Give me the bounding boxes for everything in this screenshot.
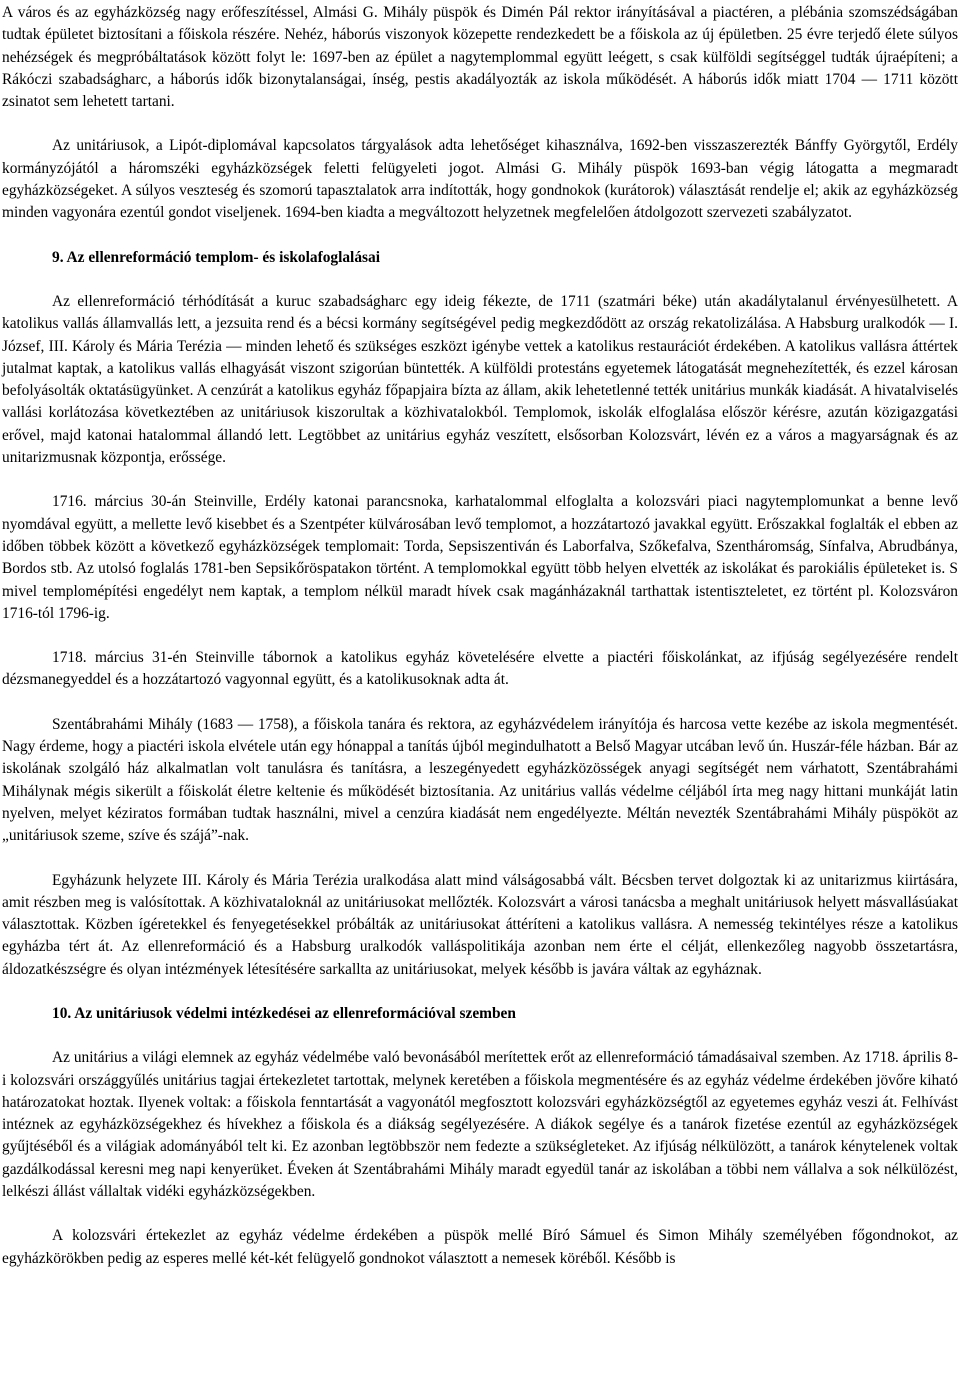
section-heading-10: 10. Az unitáriusok védelmi intézkedései az ellenreformációval szemben [52,1004,516,1022]
paragraph-5: 1718. március 31-én Steinville tábornok a katolikus egyház követelésére elvette a piactéri főiskolánkat, az ifjúság segélyezésére rendelt dézsmanegyeddel és a hozzátartozó vagyonnal együtt, és a katolikusoknak adta át. [2,649,958,689]
paragraph-gap [2,269,958,291]
paragraph-9: A kolozsvári értekezlet az egyház védelme érdekében a püspök mellé Bíró Sámuel és Simon Mihály személyében főgondnokot, az egyházkörökben pedig az esperes mellé két-két felügyelő gondnokot választott a nemesek köréből. Később is [2,1227,958,1267]
paragraph-2: Az unitáriusok, a Lipót-diplomával kapcsolatos tárgyalások adta lehetőséget kihasználva, 1692-ben visszaszerezték Bánffy Györgytől, Erdély kormányzójától a háromszéki egyházközségek feletti felügyeleti jogot. Almási G. Mihály püspök 1693-ban végig látogatta a megmaradt egyházközségeket. A súlyos veszteség és szomorú tapasztalatok arra indították, hogy gondnokok (kurátorok) választását rendelje el; akik az egyházközség minden vagyonára ezentúl gondot viseljenek. 1694-ben kiadta a megváltozott helyzetnek megfelelően átdolgozott szervezeti szabályzatot. [2,137,958,222]
paragraph-8: Az unitárius a világi elemnek az egyház védelmébe való bevonásából merítettek erőt az ellenreformáció támadásaival szemben. Az 1718. április 8-i kolozsvári országgyűlés unitárius tagjai értekezletet tartottak, melynek keretében a főiskola megmentésére és az egyház védelme érdekében jövőre kiható határozatokat hoztak. Ilyenek voltak: a főiskola fenntartását a vagyonától megfosztott kolozsvári egyházközségtől az egyetemes egyház veszi át. Felhívást intéznek az egyházközségekhez és hívekhez a főiskola és a diákság segélyezésére. A diákok segélye és a tanárok fizetése ezentúl az egyházközségek gyűjtéséből és a világiak adományából telt ki. Ez azonban legtöbbször nem fedezte a szükségleteket. Az ifjúság nélkülözött, a tanárok kénytelenek voltak gazdálkodással keresni meg napi kenyerüket. Éveken át Szentábrahámi Mihály maradt egyedül tanár az iskolában a többi nem vállalva a sok nélkülözést, lelkészi állást vállaltak vidéki egyházközségekben. [2,1049,958,1201]
paragraph-6: Szentábrahámi Mihály (1683 — 1758), a főiskola tanára és rektora, az egyházvédelem irányítója és harcosa vette kezébe az iskola megmentését. Nagy érdeme, hogy a piactéri iskola elvétele után egy hónappal a tanítás újból megindulhatott a Belső Magyar utcában levő ún. Huszár-féle házban. Bár az iskolának szolgáló ház alkalmatlan volt tanulásra és tanításra, a leszegényedett egyházközösségek anyagi segítségét nem várhatott, Szentábrahámi Mihálynak mégis sikerült a főiskolát életre keltenie és működését biztosítania. Az unitárius vallás védelme céljából írta meg nagy hittani munkáját latin nyelven, melyet kéziratos formában tudtak használni, mivel a cenzúra kiadását nem engedélyezte. Méltán nevezték Szentábrahámi Mihály püspököt az „unitáriusok szeme, szíve és szájá”-nak. [2,715,958,845]
section-heading-9: 9. Az ellenreformáció templom- és iskolafoglalásai [52,248,380,266]
paragraph-gap [2,1203,958,1225]
paragraph-gap [2,225,958,247]
paragraph-7: Egyházunk helyzete III. Károly és Mária Terézia uralkodása alatt mind válságosabbá vált. Bécsben tervet dolgoztak ki az unitarizmus kiirtására, amit részben meg is valósítottak. A közhivataloknál az unitáriusokat mellőzték. Kolozsvárt a városi tanácsba a meghalt unitáriusok helyett másvallásúakat választottak. Közben ígéretekkel és fenyegetésekkel próbálták az unitáriusokat áttéríteni a katolikus vallásra. A nemesség tekintélyes része a katolikus egyházba tért át. Az ellenreformáció és a Habsburg uralkodók valláspolitikája azonban nem érte el célját, ellenkezőleg nagyobb összetartásra, áldozatkészségre és olyan intézmények létesítésére sarkallta az unitáriusokat, melyek később is javára váltak az egyháznak. [2,871,958,978]
paragraph-4: 1716. március 30-án Steinville, Erdély katonai parancsnoka, karhatalommal elfoglalta a kolozsvári piaci nagytemplomunkat a benne levő nyomdával együtt, a mellette levő kisebbet és a Szentpéter külvárosában levő templomot, a hozzátartozó javakkal együtt. Erőszakkal foglalták el ebben az időben többek között a következő egyházközségek templomait: Torda, Sepsiszentiván és Laborfalva, Szőkefalva, Szentháromság, Sínfalva, Abrudbánya, Bordos stb. Az utolsó foglalás 1781-ben Sepsikőröspatakon történt. A templomokkal együtt több helyen elvették az iskolákat és parokiális épületeket is. S mivel templomépítési engedélyt nem kaptak, a templom nélkül maradt hívek csak magánházaknál tarthattak istentiszteletet, ez történt pl. Kolozsváron 1716-tól 1796-ig. [2,493,958,622]
paragraph-gap [2,1025,958,1047]
paragraph-3: Az ellenreformáció térhódítását a kuruc szabadságharc egy ideig fékezte, de 1711 (szatmári béke) után akadálytalanul érvényesülhetett. A katolikus vallás államvallás lett, a jezsuita rend és a bécsi kormány segítségével pedig megkezdődött az ország rekatolizálása. A Habsburg uralkodók — I. József, III. Károly és Mária Terézia — minden lehető és szükséges eszközt igénybe vettek a katolikus restaurációt érdekében. A katolikus vallásra áttértek jutalmat kaptak, a katolikus vallás elhagyását viszont szigorúan büntették. A külföldi protestáns egyetemek látogatását megnehezítették, és ezzel károsan befolyásolták oktatásügyünket. A cenzúrát a katolikus egyház főpapjaira bízta az állam, akik lehetetlenné tették unitárius munkák kiadását. A hivatalviselés vallási korlátozása következtében az unitáriusok kiszorultak a közhivatalokból. Templomok, iskolák elfoglalása először kérésre, azután közigazgatási erővel, majd katonai hatalommal állandó lett. Legtöbbet az unitárius egyház veszített, elsősorban Kolozsvárt, lévén ez a város a magyarságnak és az unitarizmusnak központja, erőssége. [2,292,958,467]
paragraph-1: A város és az egyházközség nagy erőfeszítéssel, Almási G. Mihály püspök és Dimén Pál rektor irányításával a piactéren, a plébánia szomszédságában tudtak épületet biztosítani a főiskola részére. Nehéz, háborús viszonyok közepette rendezkedett be a főiskola az új épületben. 25 évre terjedő élete súlyos nehézségek és megpróbáltatások között folyt le: 1697-ben az épület a nagytemplommal együtt leégett, s csak külföldi segítséggel tudták újraépíteni; a Rákóczi szabadságharc, a háborús idők bizonytalanságai, ínség, pestis akadályozták az iskola működését. A háborús idők miatt 1704 — 1711 között zsinatot sem lehetett tartani. [2,4,958,111]
paragraph-gap [2,625,958,647]
paragraph-gap [2,113,958,135]
paragraph-gap [2,981,958,1003]
paragraph-gap [2,848,958,870]
paragraph-gap [2,469,958,491]
paragraph-gap [2,692,958,714]
